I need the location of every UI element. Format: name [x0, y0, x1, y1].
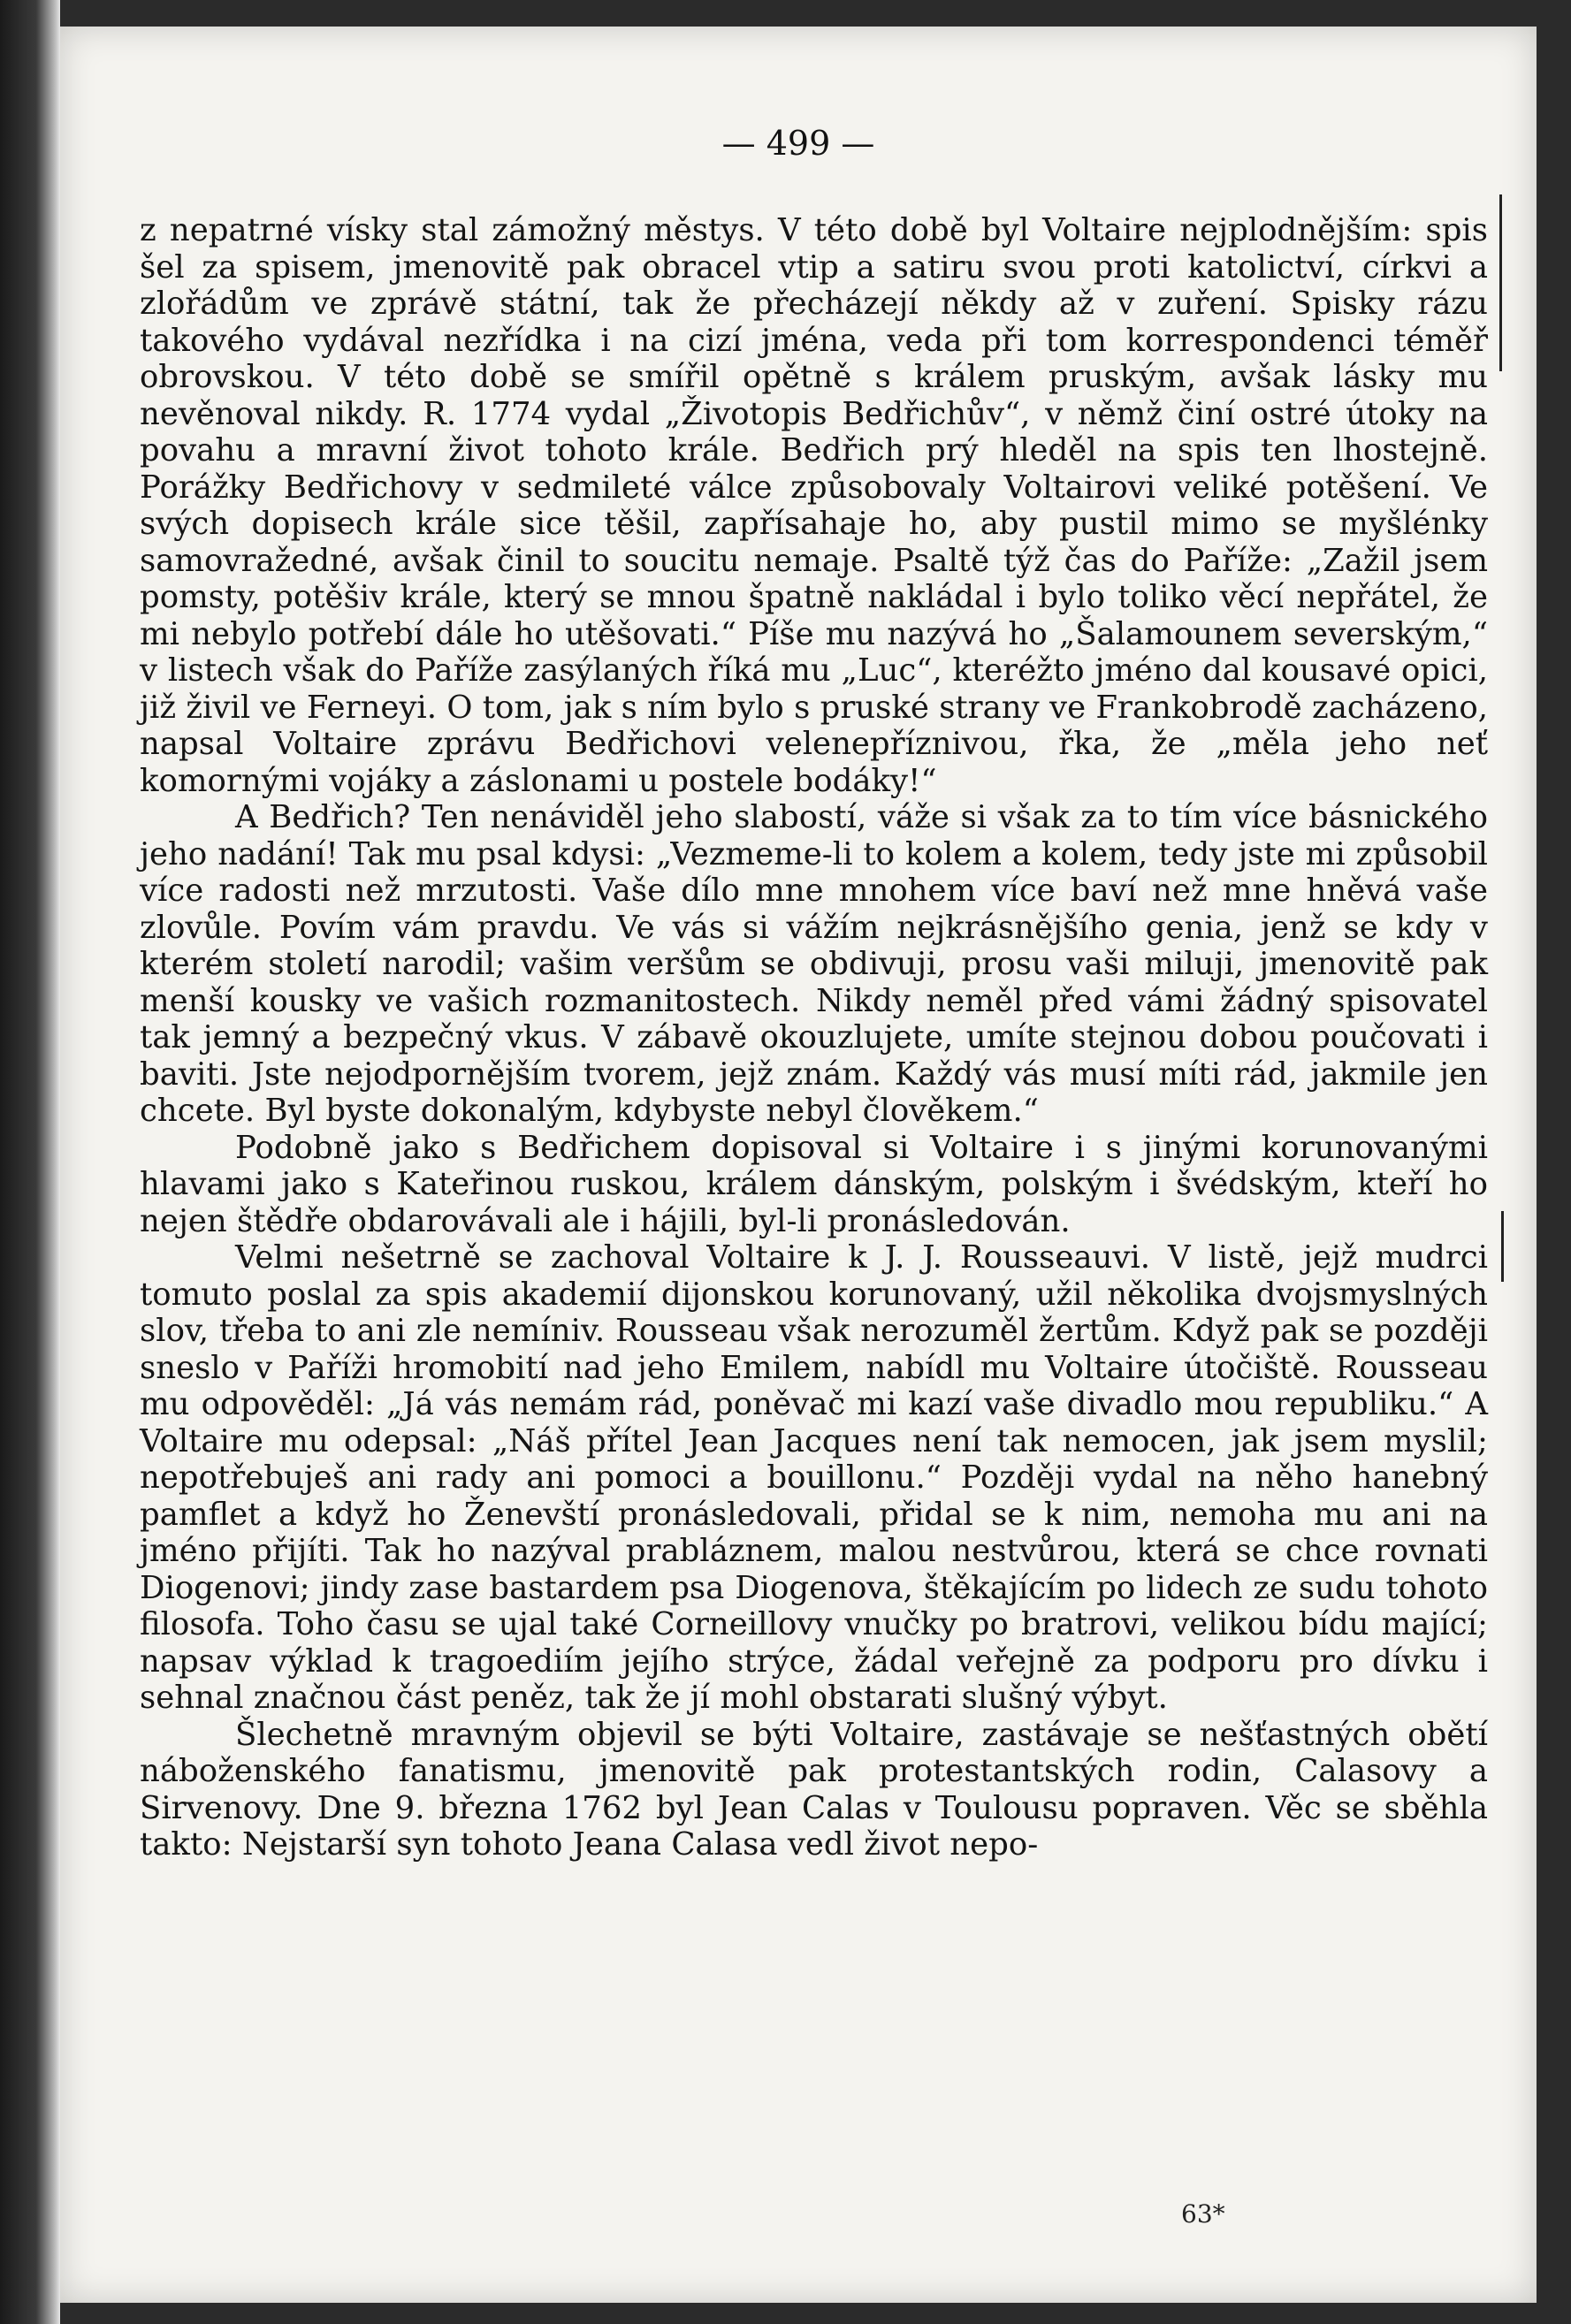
paragraph-4: Velmi nešetrně se zachoval Voltaire k J. J. Rousseauvi. V listě, jejž mudrci tomuto poslal za spis akademií dijonskou korunovaný, užil několika dvojsmyslných slov, třeba to ani zle nemíniv. Rousseau však nerozuměl žertům. Když pak se později sneslo v Paříži hromobití nad jeho Emilem, nabídl mu Voltaire útočiště. Rousseau mu odpověděl: „Já vás nemám rád, poněvač mi kazí vaše divadlo mou republiku.“ A Voltaire mu odepsal: „Náš přítel Jean Jacques není tak nemocen, jak jsem myslil; nepotřebuješ ani rady ani pomoci a bouillonu.“ Později vydal na něho hanebný pamflet a když ho Ženevští pronásledovali, přidal se k nim, nemoha mu ani na jméno přijíti. Tak ho nazýval prabláznem, malou nestvůrou, která se chce rovnati Diogenovi; jindy zase bastardem psa Diogenova, štěkajícím po lidech ze sudu tohoto filosofa. Toho času se ujal také Corneillovy vnučky po bratrovi, velikou bídu mající; napsav výklad k tragoediím jejího strýce, žádal veřejně za podporu pro dívku i sehnal značnou část peněz, tak že jí mohl obstarati slušný výbyt.: [140, 1239, 1488, 1716]
paragraph-5: Šlechetně mravným objevil se býti Voltaire, zastávaje se nešťastných obětí náboženského fanatismu, jmenovitě pak protestantských rodin, Calasovy a Sirvenovy. Dne 9. března 1762 byl Jean Calas v Toulousu popraven. Věc se sběhla takto: Nejstarší syn tohoto Jeana Calasa vedl život nepo-: [140, 1716, 1488, 1863]
paragraph-3: Podobně jako s Bedřichem dopisoval si Voltaire i s jinými korunovanými hlavami jako s Kateřinou ruskou, králem dánským, polským i švédským, kteří ho nejen štědře obdarovávali ale i hájili, byl-li pronásledován.: [140, 1129, 1488, 1239]
paragraph-1: z nepatrné vísky stal zámožný městys. V této době byl Voltaire nejplodnějším: spis šel za spisem, jmenovitě pak obracel vtip a satiru svou proti katolictví, církvi a zlořádům ve zprávě státní, tak že přecházejí někdy až v zuření. Spisky rázu takového vydával nezřídka i na cizí jména, veda při tom korrespondenci téměř obrovskou. V této době se smířil opětně s králem pruským, avšak lásky mu nevěnoval nikdy. R. 1774 vydal „Životopis Bedřichův“, v němž činí ostré útoky na povahu a mravní život tohoto krále. Bedřich prý hleděl na spis ten lhostejně. Porážky Bedřichovy v sedmileté válce způsobovaly Voltairovi veliké potěšení. Ve svých dopisech krále sice těšil, zapřísahaje ho, aby pustil mimo se myšlénky samovražedné, avšak činil to soucitu nemaje. Psaltě týž čas do Paříže: „Zažil jsem pomsty, potěšiv krále, který se mnou špatně nakládal i bylo toliko věcí nepřátel, že mi nebylo potřebí dále ho utěšovati.“ Píše mu nazývá ho „Šalamounem severským,“ v listech však do Paříže zasýlaných říká mu „Luc“, kteréžto jméno dal kousavé opici, již živil ve Ferneyi. O tom, jak s ním bylo s pruské strany ve Frankobrodě zacházeno, napsal Voltaire zprávu Bedřichovi velenepříznivou, řka, že „měla jeho neť komornými vojáky a záslonami u postele bodáky!“: [140, 212, 1488, 799]
paragraph-2: A Bedřich? Ten nenáviděl jeho slabostí, váže si však za to tím více básnického jeho nadání! Tak mu psal kdysi: „Vezmeme-li to kolem a kolem, tedy jste mi způsobil více radosti než mrzutosti. Vaše dílo mne mnohem více baví než mne hněvá vaše zlovůle. Povím vám pravdu. Ve vás si vážím nejkrásnějšího genia, jenž se kdy v kterém století narodil; vašim veršům se obdivuji, prosu vaši miluji, jmenovitě pak menší kousky ve vašich rozmanitostech. Nikdy neměl před vámi žádný spisovatel tak jemný a bezpečný vkus. V zábavě okouzlujete, umíte stejnou dobou poučovati i baviti. Jste nejodpornějším tvorem, jejž znám. Každý vás musí míti rád, jakmile jen chcete. Byl byste dokonalým, kdybyste nebyl člověkem.“: [140, 799, 1488, 1129]
body-text: [140, 212, 1488, 1863]
book-page: [60, 27, 1537, 2303]
margin-line-top: [1499, 194, 1502, 371]
page-number: — 499 —: [721, 124, 875, 163]
margin-line-bottom: [1501, 1211, 1504, 1282]
signature-mark: 63*: [1181, 2199, 1225, 2229]
book-spine: [0, 0, 60, 2324]
